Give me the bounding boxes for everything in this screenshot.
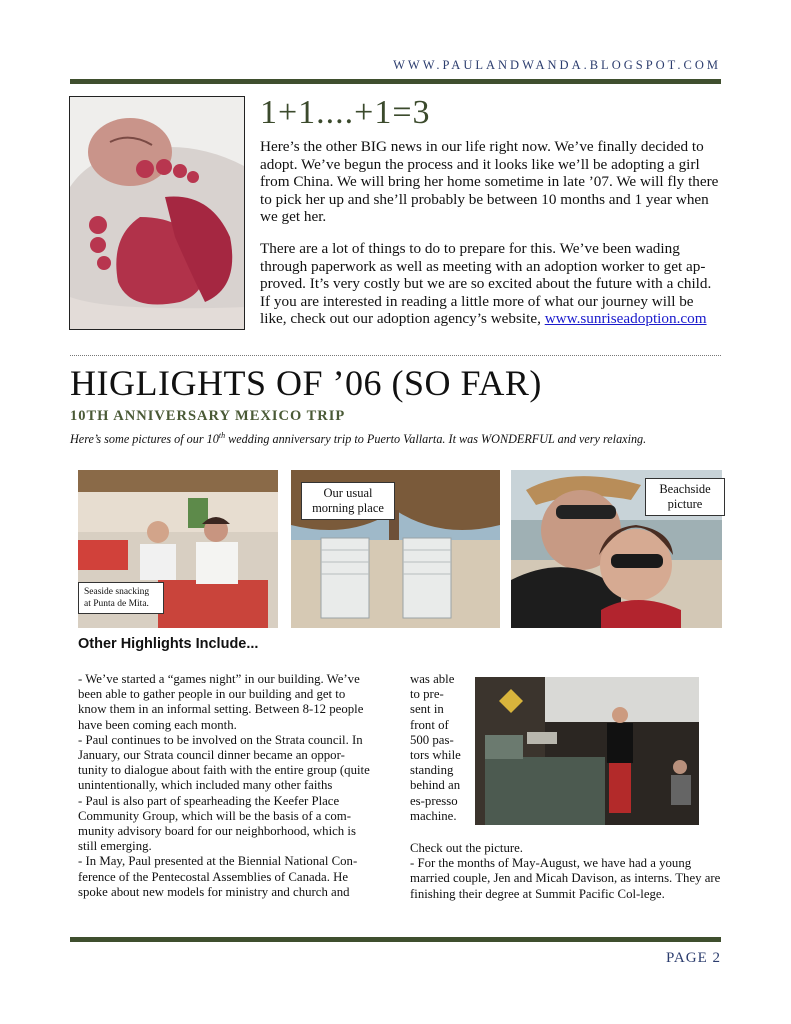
beachside-photo [511, 470, 722, 628]
adoption-agency-link[interactable]: www.sunriseadoption.com [544, 310, 707, 328]
highlight-item-interns: - For the months of May-August, we have had a young married couple, Jen and Micah Davison, as interns. They are finishing their degree at Summit Pacific Col-lege. [410, 856, 721, 901]
seaside-snacking-photo [78, 470, 278, 628]
beachside-caption: Beachside picture [645, 478, 725, 516]
adoption-paragraph-2 [260, 240, 722, 328]
intro-text-a: Here’s some pictures of our 10 [70, 432, 219, 447]
highlights-heading: HIGLIGHTS OF ’06 (SO FAR) [70, 363, 542, 403]
right-column [410, 841, 722, 902]
bottom-rule [70, 937, 721, 942]
other-highlights-heading: Other Highlights Include... [78, 636, 259, 652]
page-number: PAGE 2 [665, 950, 721, 966]
morning-place-caption: Our usual morning place [301, 482, 395, 520]
highlight-item-conference: - In May, Paul presented at the Biennial National Con-ference of the Pentecostal Assemblies of Canada. He spoke about new models for ministry and church and [78, 854, 358, 899]
intro-superscript: th [218, 431, 226, 440]
check-out-picture-text: Check out the picture. [410, 841, 524, 855]
highlight-item-keefer: - Paul is also part of spearheading the Keefer Place Community Group, which will be the basis of a com-munity advisory board for our neighborhood, which is still emerging. [78, 793, 356, 854]
adoption-heading: 1+1....+1=3 [260, 94, 431, 131]
adoption-paragraph-1: Here’s the other BIG news in our life right now. We’ve finally decided to adopt. We’ve begun the process and it looks like we’ll be adopting a girl from China. We will bring her home sometime in late ’07. We will fly there to pick her up and she’ll probably be between 10 months and 1 year when we get her. [260, 138, 719, 226]
section-divider [70, 355, 721, 356]
espresso-conference-photo [475, 677, 699, 825]
right-narrow-text: was able to pre-sent in front of 500 pas-tors while standing behind an es-presso machine. [410, 672, 461, 823]
left-column [78, 672, 372, 900]
adoption-paragraph-2-text: There are a lot of things to do to prepare for this. We’ve been wading through paperwork as well as meeting with an adoption worker to get ap-proved. It’s very costly but we are so excited about the future with a child. If you are interested in reading a little more of what our journey will be like, check out our adoption agency’s website, [260, 240, 712, 328]
intro-text-b: wedding anniversary trip to Puerto Vallarta. It was WONDERFUL and very relaxing. [225, 432, 647, 447]
highlight-item-games-night: - We’ve started a “games night” in our building. We’ve been able to gather people in our building and get to know them in an informal setting. Between 8-12 people have been coming each month. [78, 672, 364, 732]
mexico-trip-subheading: 10TH ANNIVERSARY MEXICO TRIP [70, 408, 346, 424]
morning-place-photo [291, 470, 500, 628]
site-url[interactable]: WWW.PAULANDWANDA.BLOGSPOT.COM [393, 58, 721, 72]
mexico-trip-intro [70, 431, 730, 447]
seaside-snacking-caption: Seaside snacking at Punta de Mita. [78, 582, 164, 614]
top-rule [70, 79, 721, 84]
highlight-item-strata: - Paul continues to be involved on the Strata council. In January, our Strata council dinner became an oppor-tunity to dialogue about faith with the entire group (quite unintentionally, which included many other faiths [78, 732, 370, 793]
baby-feet-photo [69, 96, 245, 330]
